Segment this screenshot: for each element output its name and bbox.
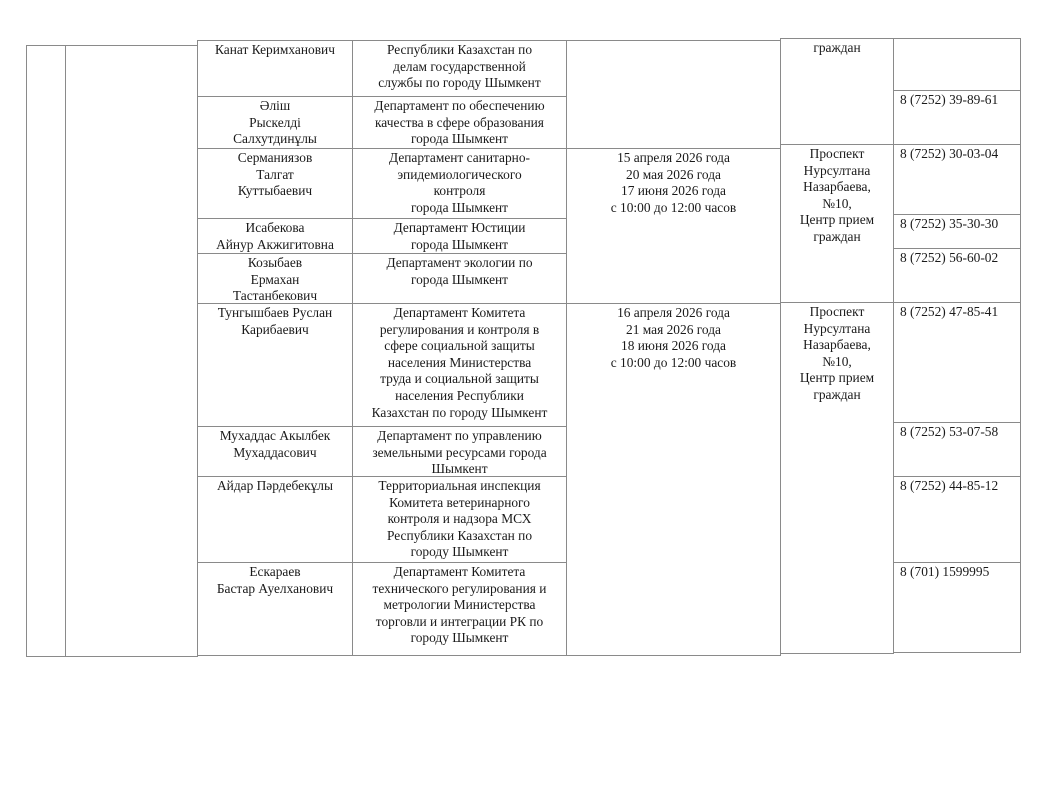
phone-cell: 8 (7252) 47-85-41 bbox=[893, 302, 1021, 423]
name-cell: Айдар Пәрдебекұлы bbox=[197, 476, 353, 563]
name-cell: Тунгышбаев Руслан Карибаевич bbox=[197, 303, 353, 427]
dates-cell: 16 апреля 2026 года 21 мая 2026 года 18 июня 2026 года с 10:00 до 12:00 часов bbox=[566, 303, 781, 656]
phone-cell bbox=[893, 38, 1021, 91]
number-column-cell bbox=[26, 45, 66, 657]
name-cell: Ескараев Бастар Ауелханович bbox=[197, 562, 353, 656]
phone-cell: 8 (7252) 56-60-02 bbox=[893, 248, 1021, 303]
department-cell: Департамент по управлению земельными ресурсами города Шымкент bbox=[352, 426, 567, 477]
name-cell: Канат Керимханович bbox=[197, 40, 353, 97]
dates-cell bbox=[566, 40, 781, 149]
name-cell: Мухаддас Акылбек Мухаддасович bbox=[197, 426, 353, 477]
department-cell: Департамент Комитета технического регулирования и метрологии Министерства торговли и интеграции РК по городу Шымкент bbox=[352, 562, 567, 656]
name-cell: Әліш Рыскелді Салхутдинұлы bbox=[197, 96, 353, 149]
address-cell: Проспект Нурсултана Назарбаева, №10, Центр прием граждан bbox=[780, 302, 894, 654]
department-cell: Территориальная инспекция Комитета ветеринарного контроля и надзора МСХ Республики Казахстан по городу Шымкент bbox=[352, 476, 567, 563]
name-cell: Козыбаев Ермахан Тастанбекович bbox=[197, 253, 353, 304]
phone-cell: 8 (7252) 53-07-58 bbox=[893, 422, 1021, 477]
dates-cell: 15 апреля 2026 года 20 мая 2026 года 17 июня 2026 года с 10:00 до 12:00 часов bbox=[566, 148, 781, 304]
department-cell: Департамент санитарно- эпидемиологического контроля города Шымкент bbox=[352, 148, 567, 219]
category-column-cell bbox=[65, 45, 198, 657]
address-cell: Проспект Нурсултана Назарбаева, №10, Центр прием граждан bbox=[780, 144, 894, 303]
name-cell: Серманиязов Талгат Куттыбаевич bbox=[197, 148, 353, 219]
phone-cell: 8 (7252) 35-30-30 bbox=[893, 214, 1021, 249]
department-cell: Департамент экологии по города Шымкент bbox=[352, 253, 567, 304]
phone-cell: 8 (701) 1599995 bbox=[893, 562, 1021, 653]
phone-cell: 8 (7252) 30-03-04 bbox=[893, 144, 1021, 215]
phone-cell: 8 (7252) 39-89-61 bbox=[893, 90, 1021, 145]
department-cell: Департамент Комитета регулирования и контроля в сфере социальной защиты населения Министерства труда и социальной защиты населения Республики Казахстан по городу Шымкент bbox=[352, 303, 567, 427]
department-cell: Республики Казахстан по делам государственной службы по городу Шымкент bbox=[352, 40, 567, 97]
phone-cell: 8 (7252) 44-85-12 bbox=[893, 476, 1021, 563]
department-cell: Департамент по обеспечению качества в сфере образования города Шымкент bbox=[352, 96, 567, 149]
name-cell: Исабекова Айнур Акжигитовна bbox=[197, 218, 353, 254]
department-cell: Департамент Юстиции города Шымкент bbox=[352, 218, 567, 254]
address-cell: граждан bbox=[780, 38, 894, 145]
